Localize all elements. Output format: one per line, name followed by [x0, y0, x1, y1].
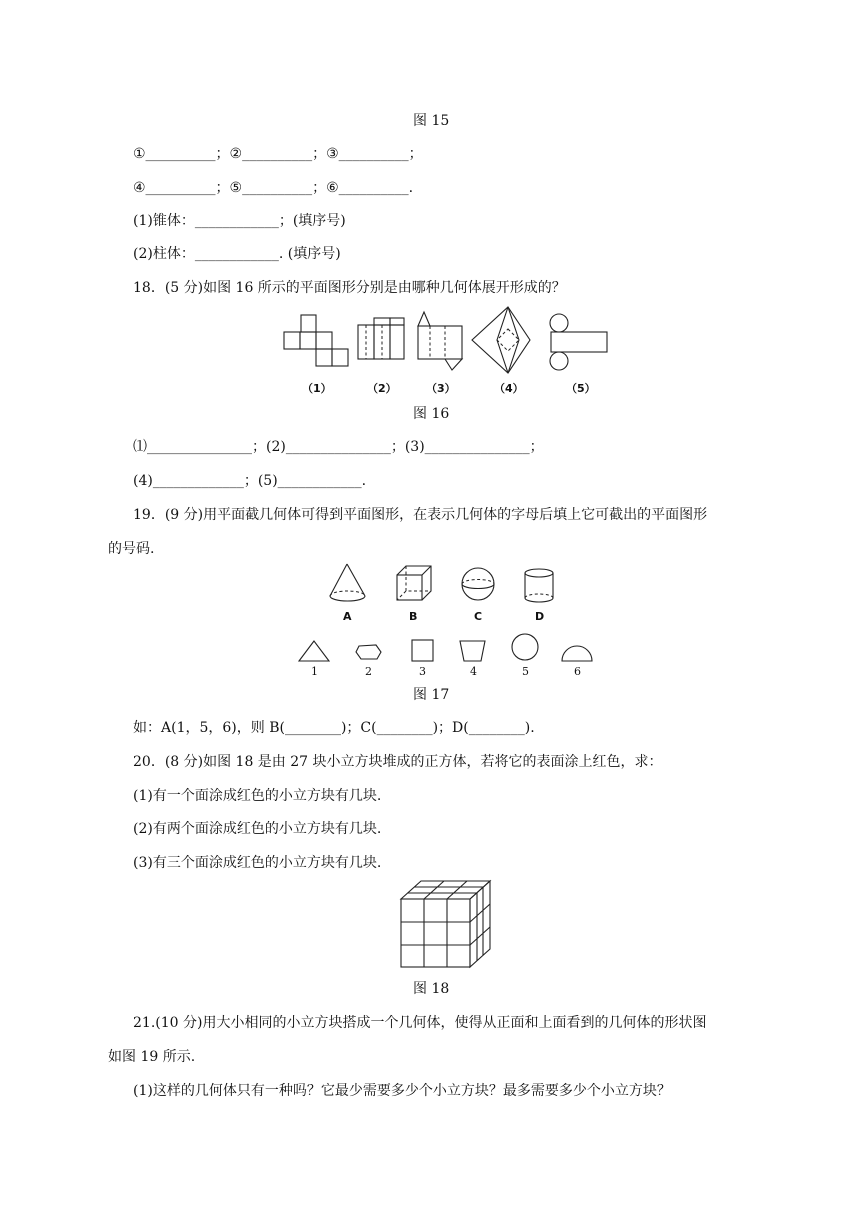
figure-15-caption: 图 15	[413, 113, 450, 129]
shape-label-4: 4	[470, 665, 477, 678]
shape-label-5: 5	[522, 665, 529, 678]
q20-text: 20．(8 分)如图 18 是由 27 块小立方块堆成的正方体，若将它的表面涂上红色，求：	[133, 754, 663, 770]
q17-part1: (1)锥体：____________；(填序号)	[133, 213, 346, 229]
q19-answer: 如：A(1，5，6)，则 B(________)；C(________)；D(________).	[133, 720, 535, 736]
net-label-2: （2）	[367, 382, 397, 395]
q19-text-line2: 的号码.	[108, 541, 155, 557]
net-label-5: （5）	[566, 382, 596, 395]
q19-text-line1: 19．(9 分)用平面截几何体可得到平面图形，在表示几何体的字母后填上它可截出的平面图形	[133, 507, 708, 523]
figure-17-caption: 图 17	[413, 687, 450, 703]
q18-answer-line1: ⑴_______________；(2)_______________；(3)_______________；	[133, 439, 544, 455]
q20-part1: (1)有一个面涂成红色的小立方块有几块.	[133, 788, 382, 804]
net-label-3: （3）	[426, 382, 456, 395]
figure-16-caption: 图 16	[413, 406, 450, 422]
solid-label-a: A	[343, 610, 352, 623]
q20-part2: (2)有两个面涂成红色的小立方块有几块.	[133, 821, 382, 837]
figure-18-caption: 图 18	[413, 981, 450, 997]
q21-text-line1: 21.(10 分)用大小相同的小立方块搭成一个几何体，使得从正面和上面看到的几何体的形状图	[133, 1015, 707, 1031]
q20-part3: (3)有三个面涂成红色的小立方块有几块.	[133, 855, 382, 871]
shape-label-3: 3	[419, 665, 426, 678]
net-label-1: （1）	[302, 382, 332, 395]
q17-blanks-line2: ④__________；⑤__________；⑥__________.	[133, 180, 414, 196]
q17-blanks-line1: ①__________；②__________；③__________；	[133, 146, 423, 162]
solid-label-b: B	[409, 610, 418, 623]
shape-label-2: 2	[365, 665, 372, 678]
solid-label-d: D	[535, 610, 545, 623]
shape-label-6: 6	[574, 665, 581, 678]
net-label-4: （4）	[494, 382, 524, 395]
q21-text-line2: 如图 19 所示.	[108, 1049, 196, 1065]
q21-part1: (1)这样的几何体只有一种吗？它最少需要多少个小立方块？最多需要多少个小立方块？	[133, 1083, 671, 1099]
q17-part2: (2)柱体：____________. (填序号)	[133, 246, 341, 262]
solid-label-c: C	[474, 610, 483, 623]
q18-answer-line2: (4)_____________；(5)____________.	[133, 473, 367, 489]
q18-text: 18．(5 分)如图 16 所示的平面图形分别是由哪种几何体展开形成的？	[133, 280, 566, 296]
shape-label-1: 1	[311, 665, 318, 678]
